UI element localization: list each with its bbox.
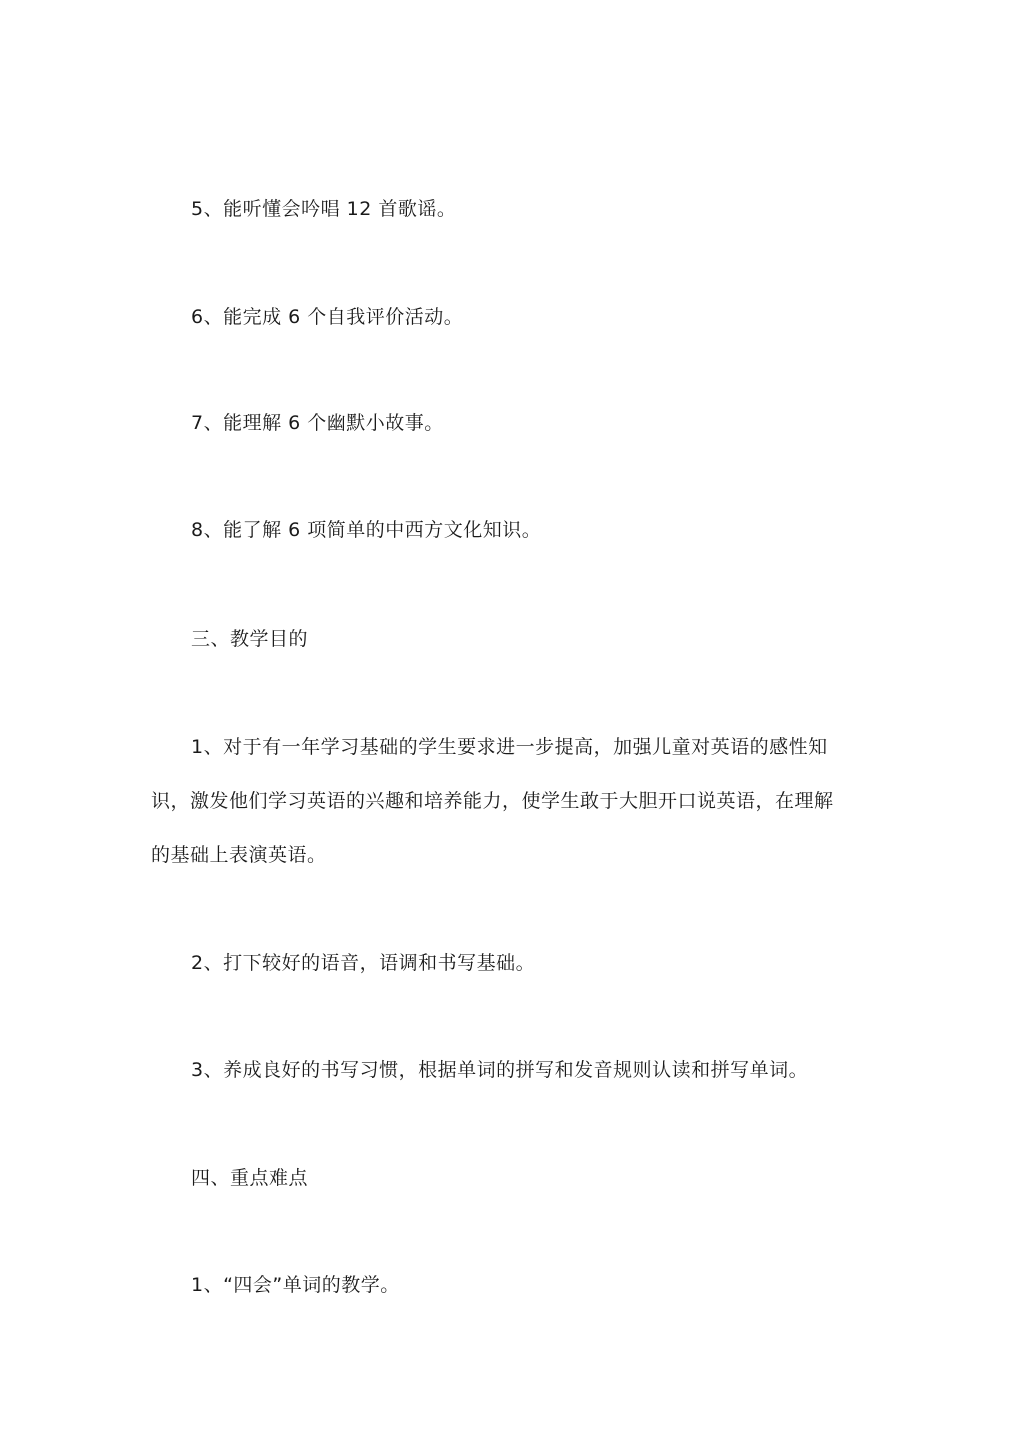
list-item-7: 7、能理解 6 个幽默小故事。	[191, 412, 444, 434]
key-point-1: 1、“四会”单词的教学。	[191, 1274, 400, 1296]
goal-1-line-2: 识，激发他们学习英语的兴趣和培养能力，使学生敢于大胆开口说英语，在理解	[151, 790, 834, 812]
section-heading-key-points: 四、重点难点	[191, 1167, 309, 1189]
list-item-6: 6、能完成 6 个自我评价活动。	[191, 306, 464, 328]
goal-1-line-3: 的基础上表演英语。	[151, 844, 327, 866]
goal-3: 3、养成良好的书写习惯，根据单词的拼写和发音规则认读和拼写单词。	[191, 1059, 809, 1081]
goal-2: 2、打下较好的语音，语调和书写基础。	[191, 952, 536, 974]
goal-1-line-1: 1、对于有一年学习基础的学生要求进一步提高，加强儿童对英语的感性知	[191, 736, 828, 758]
list-item-5: 5、能听懂会吟唱 12 首歌谣。	[191, 198, 457, 220]
section-heading-teaching-goals: 三、教学目的	[191, 628, 309, 650]
list-item-8: 8、能了解 6 项简单的中西方文化知识。	[191, 519, 542, 541]
